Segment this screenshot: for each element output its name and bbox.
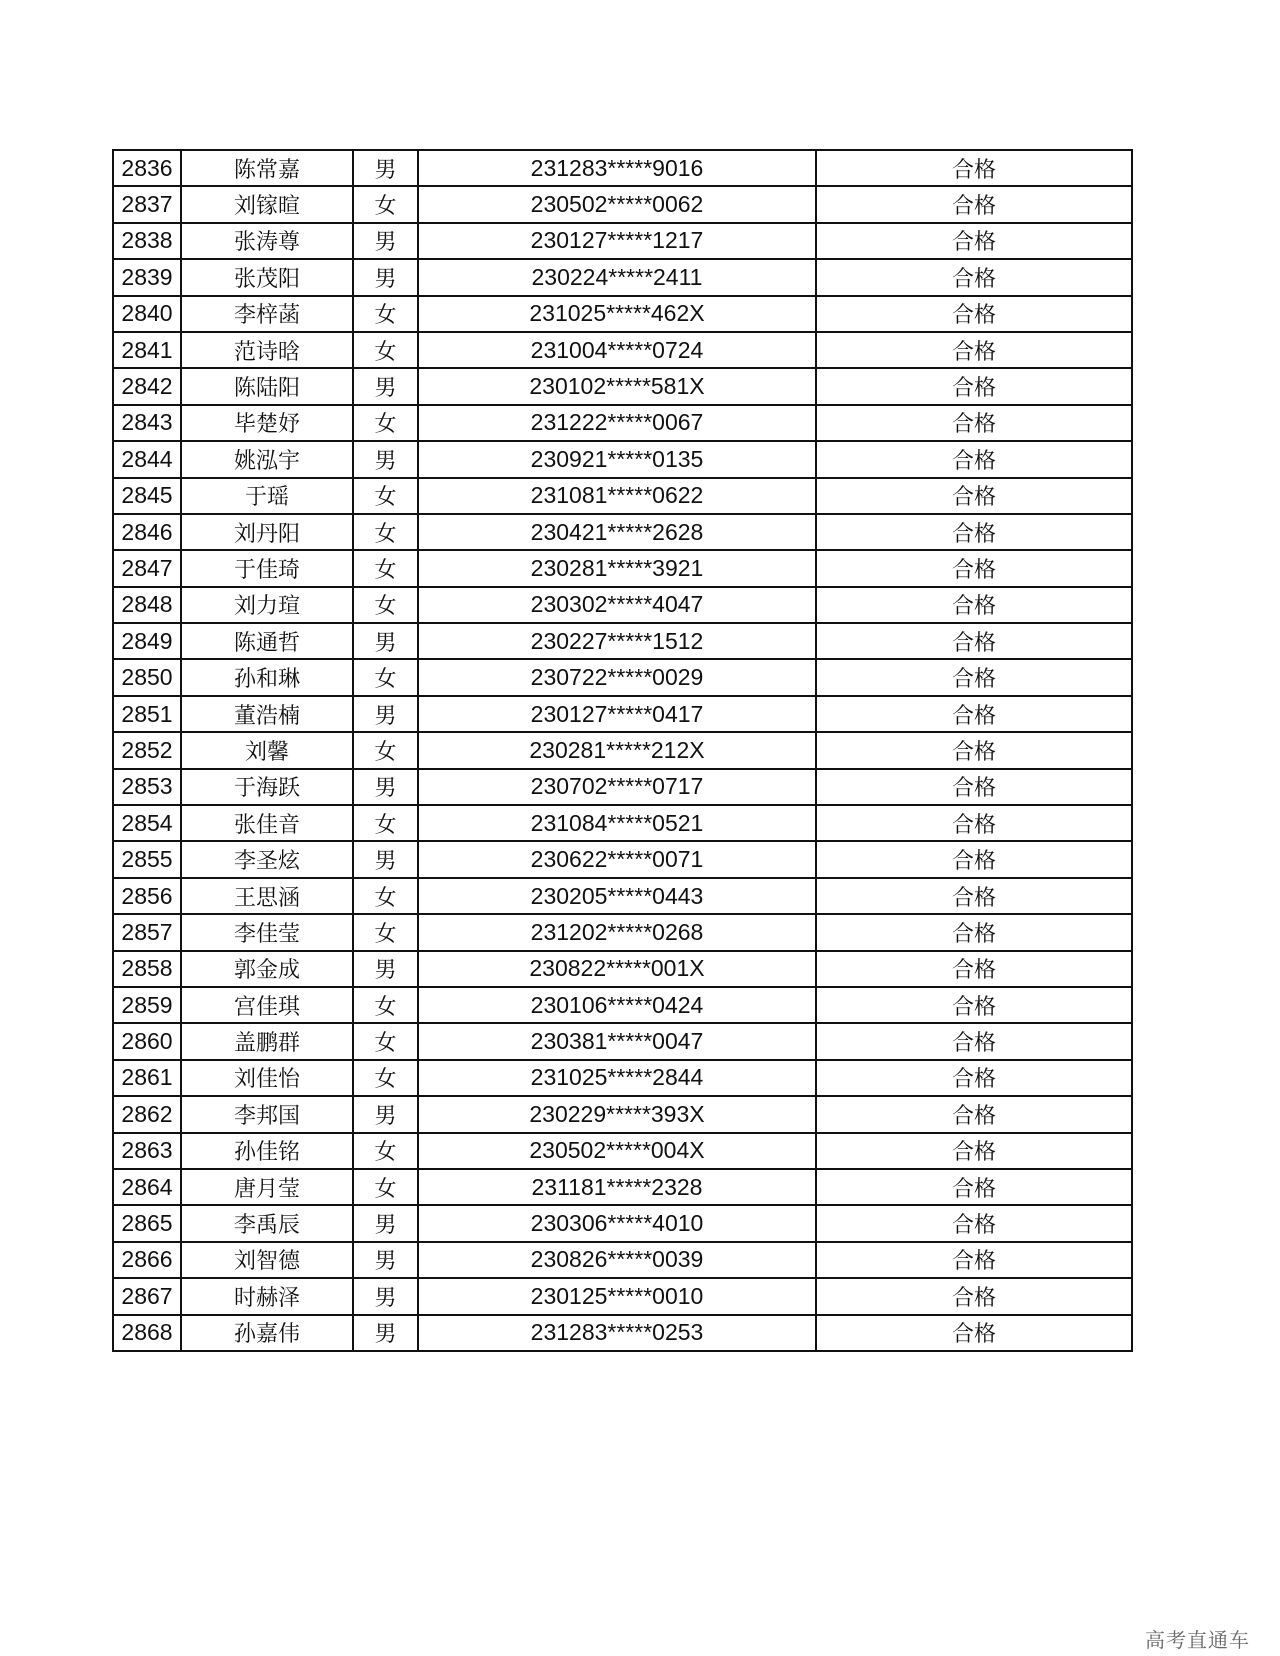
student-gender: 女 [353, 805, 418, 841]
table-row [113, 914, 1132, 950]
id-number: 230381*****0047 [418, 1023, 816, 1059]
student-name: 刘丹阳 [181, 514, 353, 550]
result-status: 合格 [816, 1278, 1132, 1314]
table-row [113, 296, 1132, 332]
row-number: 2843 [113, 405, 181, 441]
student-gender: 女 [353, 1169, 418, 1205]
table-row [113, 1096, 1132, 1132]
student-gender: 女 [353, 550, 418, 586]
result-status: 合格 [816, 914, 1132, 950]
id-number: 230826*****0039 [418, 1242, 816, 1278]
row-number: 2857 [113, 914, 181, 950]
student-name: 孙佳铭 [181, 1133, 353, 1169]
student-name: 毕楚妤 [181, 405, 353, 441]
student-gender: 男 [353, 951, 418, 987]
student-gender: 女 [353, 186, 418, 222]
student-name: 李圣炫 [181, 841, 353, 877]
result-status: 合格 [816, 1060, 1132, 1096]
row-number: 2838 [113, 223, 181, 259]
student-gender: 女 [353, 1133, 418, 1169]
result-status: 合格 [816, 368, 1132, 404]
id-number: 231004*****0724 [418, 332, 816, 368]
table-row [113, 587, 1132, 623]
student-name: 孙和琳 [181, 659, 353, 695]
results-table-body [113, 150, 1132, 1351]
table-row [113, 514, 1132, 550]
student-gender: 男 [353, 696, 418, 732]
student-name: 于瑶 [181, 478, 353, 514]
student-gender: 女 [353, 659, 418, 695]
id-number: 231025*****2844 [418, 1060, 816, 1096]
student-name: 刘镓暄 [181, 186, 353, 222]
student-name: 宫佳琪 [181, 987, 353, 1023]
result-status: 合格 [816, 296, 1132, 332]
row-number: 2858 [113, 951, 181, 987]
result-status: 合格 [816, 1023, 1132, 1059]
result-status: 合格 [816, 1205, 1132, 1241]
student-gender: 女 [353, 296, 418, 332]
row-number: 2851 [113, 696, 181, 732]
student-name: 王思涵 [181, 878, 353, 914]
result-status: 合格 [816, 841, 1132, 877]
table-row [113, 805, 1132, 841]
result-status: 合格 [816, 623, 1132, 659]
student-name: 刘佳怡 [181, 1060, 353, 1096]
result-status: 合格 [816, 223, 1132, 259]
row-number: 2856 [113, 878, 181, 914]
id-number: 230102*****581X [418, 368, 816, 404]
row-number: 2842 [113, 368, 181, 404]
row-number: 2863 [113, 1133, 181, 1169]
student-gender: 男 [353, 223, 418, 259]
row-number: 2861 [113, 1060, 181, 1096]
result-status: 合格 [816, 332, 1132, 368]
row-number: 2841 [113, 332, 181, 368]
row-number: 2866 [113, 1242, 181, 1278]
id-number: 230502*****0062 [418, 186, 816, 222]
table-row [113, 987, 1132, 1023]
row-number: 2847 [113, 550, 181, 586]
id-number: 230127*****0417 [418, 696, 816, 732]
student-name: 孙嘉伟 [181, 1315, 353, 1351]
id-number: 230622*****0071 [418, 841, 816, 877]
id-number: 231081*****0622 [418, 478, 816, 514]
student-name: 陈常嘉 [181, 150, 353, 186]
table-row [113, 1060, 1132, 1096]
table-row [113, 878, 1132, 914]
result-status: 合格 [816, 186, 1132, 222]
result-status: 合格 [816, 987, 1132, 1023]
id-number: 231283*****0253 [418, 1315, 816, 1351]
table-row [113, 841, 1132, 877]
student-name: 李佳莹 [181, 914, 353, 950]
result-status: 合格 [816, 259, 1132, 295]
result-status: 合格 [816, 805, 1132, 841]
row-number: 2836 [113, 150, 181, 186]
result-status: 合格 [816, 1242, 1132, 1278]
id-number: 230229*****393X [418, 1096, 816, 1132]
row-number: 2862 [113, 1096, 181, 1132]
id-number: 230302*****4047 [418, 587, 816, 623]
result-status: 合格 [816, 659, 1132, 695]
id-number: 230306*****4010 [418, 1205, 816, 1241]
result-status: 合格 [816, 405, 1132, 441]
student-name: 刘智德 [181, 1242, 353, 1278]
row-number: 2850 [113, 659, 181, 695]
row-number: 2849 [113, 623, 181, 659]
row-number: 2840 [113, 296, 181, 332]
student-gender: 女 [353, 1060, 418, 1096]
student-name: 张涛尊 [181, 223, 353, 259]
student-gender: 男 [353, 150, 418, 186]
id-number: 231222*****0067 [418, 405, 816, 441]
student-name: 张佳音 [181, 805, 353, 841]
row-number: 2848 [113, 587, 181, 623]
row-number: 2855 [113, 841, 181, 877]
student-gender: 女 [353, 405, 418, 441]
student-name: 范诗晗 [181, 332, 353, 368]
student-gender: 男 [353, 1315, 418, 1351]
table-row [113, 951, 1132, 987]
student-gender: 女 [353, 332, 418, 368]
student-gender: 女 [353, 987, 418, 1023]
row-number: 2837 [113, 186, 181, 222]
id-number: 230106*****0424 [418, 987, 816, 1023]
student-name: 于佳琦 [181, 550, 353, 586]
table-row [113, 1023, 1132, 1059]
result-status: 合格 [816, 1315, 1132, 1351]
table-row [113, 1205, 1132, 1241]
id-number: 230502*****004X [418, 1133, 816, 1169]
result-status: 合格 [816, 150, 1132, 186]
table-row [113, 441, 1132, 477]
id-number: 230702*****0717 [418, 769, 816, 805]
id-number: 230125*****0010 [418, 1278, 816, 1314]
id-number: 230224*****2411 [418, 259, 816, 295]
result-status: 合格 [816, 1169, 1132, 1205]
table-row [113, 259, 1132, 295]
student-gender: 女 [353, 514, 418, 550]
student-name: 李梓菡 [181, 296, 353, 332]
result-status: 合格 [816, 1096, 1132, 1132]
result-status: 合格 [816, 696, 1132, 732]
student-gender: 女 [353, 914, 418, 950]
student-gender: 男 [353, 1096, 418, 1132]
student-name: 郭金成 [181, 951, 353, 987]
result-status: 合格 [816, 441, 1132, 477]
watermark: 高考直通车 [1145, 1628, 1250, 1652]
student-gender: 男 [353, 1205, 418, 1241]
result-status: 合格 [816, 732, 1132, 768]
student-gender: 男 [353, 1242, 418, 1278]
student-name: 李禹辰 [181, 1205, 353, 1241]
row-number: 2854 [113, 805, 181, 841]
table-row [113, 1278, 1132, 1314]
student-gender: 男 [353, 1278, 418, 1314]
row-number: 2868 [113, 1315, 181, 1351]
id-number: 231025*****462X [418, 296, 816, 332]
student-gender: 女 [353, 878, 418, 914]
student-gender: 女 [353, 478, 418, 514]
table-row [113, 1242, 1132, 1278]
student-gender: 男 [353, 841, 418, 877]
table-row [113, 223, 1132, 259]
result-status: 合格 [816, 769, 1132, 805]
result-status: 合格 [816, 550, 1132, 586]
id-number: 230921*****0135 [418, 441, 816, 477]
id-number: 230722*****0029 [418, 659, 816, 695]
row-number: 2844 [113, 441, 181, 477]
student-name: 刘力瑄 [181, 587, 353, 623]
row-number: 2852 [113, 732, 181, 768]
id-number: 231283*****9016 [418, 150, 816, 186]
student-name: 陈通哲 [181, 623, 353, 659]
student-name: 张茂阳 [181, 259, 353, 295]
table-row [113, 769, 1132, 805]
result-status: 合格 [816, 587, 1132, 623]
id-number: 230281*****212X [418, 732, 816, 768]
table-row [113, 550, 1132, 586]
table-row [113, 368, 1132, 404]
student-name: 时赫泽 [181, 1278, 353, 1314]
table-row [113, 1169, 1132, 1205]
student-gender: 男 [353, 368, 418, 404]
student-gender: 女 [353, 732, 418, 768]
student-gender: 女 [353, 587, 418, 623]
student-name: 李邦国 [181, 1096, 353, 1132]
id-number: 230127*****1217 [418, 223, 816, 259]
student-name: 董浩楠 [181, 696, 353, 732]
table-row [113, 1133, 1132, 1169]
result-status: 合格 [816, 878, 1132, 914]
row-number: 2846 [113, 514, 181, 550]
table-row [113, 659, 1132, 695]
result-status: 合格 [816, 951, 1132, 987]
row-number: 2860 [113, 1023, 181, 1059]
row-number: 2867 [113, 1278, 181, 1314]
id-number: 231084*****0521 [418, 805, 816, 841]
id-number: 231202*****0268 [418, 914, 816, 950]
row-number: 2865 [113, 1205, 181, 1241]
results-table [112, 149, 1133, 1352]
student-name: 盖鹏群 [181, 1023, 353, 1059]
student-name: 于海跃 [181, 769, 353, 805]
result-status: 合格 [816, 514, 1132, 550]
table-row [113, 150, 1132, 186]
table-row [113, 478, 1132, 514]
table-row [113, 696, 1132, 732]
id-number: 230205*****0443 [418, 878, 816, 914]
row-number: 2853 [113, 769, 181, 805]
table-row [113, 332, 1132, 368]
student-gender: 男 [353, 441, 418, 477]
table-row [113, 186, 1132, 222]
id-number: 230281*****3921 [418, 550, 816, 586]
row-number: 2839 [113, 259, 181, 295]
id-number: 230421*****2628 [418, 514, 816, 550]
result-status: 合格 [816, 478, 1132, 514]
student-gender: 男 [353, 769, 418, 805]
student-gender: 男 [353, 259, 418, 295]
student-gender: 女 [353, 1023, 418, 1059]
row-number: 2845 [113, 478, 181, 514]
table-row [113, 732, 1132, 768]
row-number: 2864 [113, 1169, 181, 1205]
table-row [113, 1315, 1132, 1351]
student-gender: 男 [353, 623, 418, 659]
student-name: 唐月莹 [181, 1169, 353, 1205]
student-name: 姚泓宇 [181, 441, 353, 477]
row-number: 2859 [113, 987, 181, 1023]
table-row [113, 623, 1132, 659]
table-row [113, 405, 1132, 441]
id-number: 231181*****2328 [418, 1169, 816, 1205]
student-name: 刘馨 [181, 732, 353, 768]
result-status: 合格 [816, 1133, 1132, 1169]
id-number: 230227*****1512 [418, 623, 816, 659]
student-name: 陈陆阳 [181, 368, 353, 404]
id-number: 230822*****001X [418, 951, 816, 987]
